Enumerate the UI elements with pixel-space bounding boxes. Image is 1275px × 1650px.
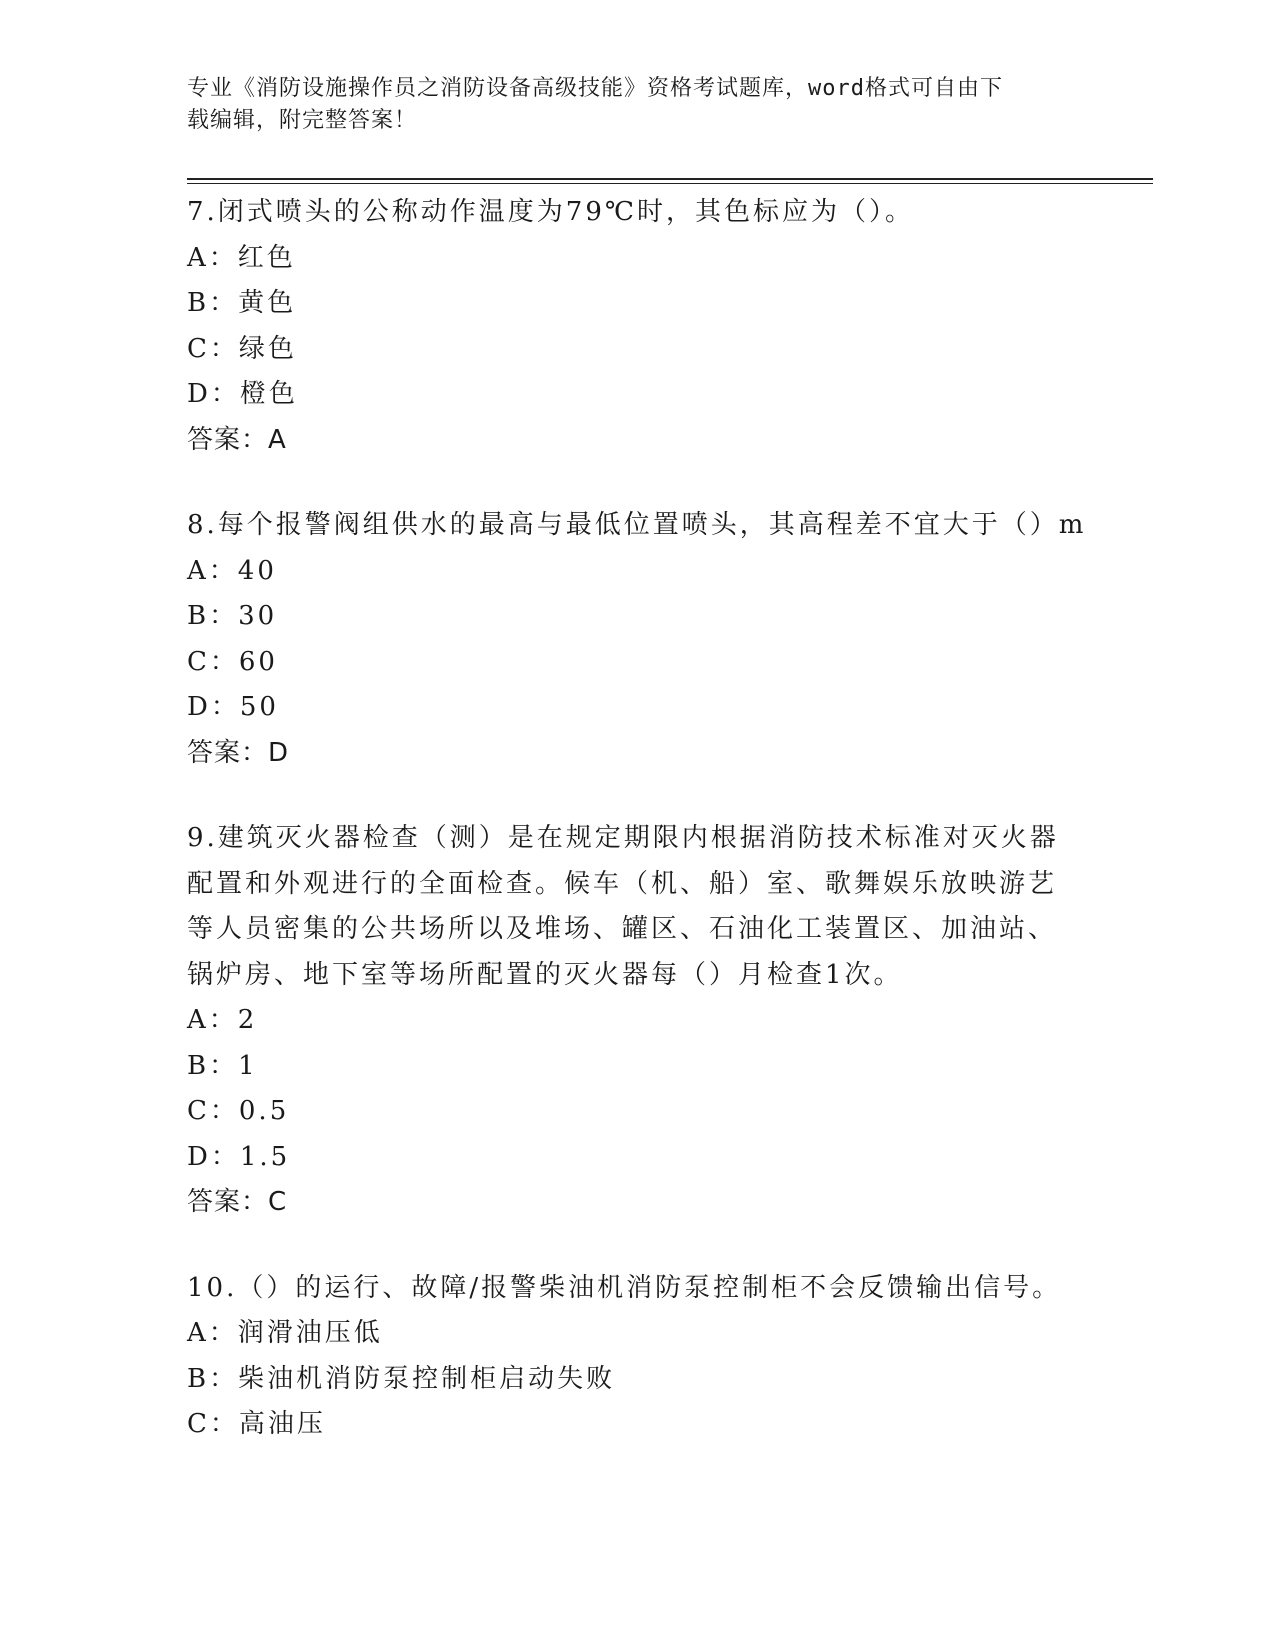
option-c: C：0.5 <box>187 1096 290 1126</box>
option-c: C：高油压 <box>187 1409 326 1439</box>
question-stem: 10.（）的运行、故障/报警柴油机消防泵控制柜不会反馈输出信号。 <box>187 1272 1062 1303</box>
option-b: B：黄色 <box>187 288 297 318</box>
header-divider-thick <box>187 178 1153 180</box>
option-a: A：红色 <box>187 242 296 273</box>
header-divider-thin <box>187 183 1153 184</box>
option-c: C：绿色 <box>187 333 297 364</box>
question-10 <box>187 1266 1087 1448</box>
option-a: A：40 <box>187 555 277 586</box>
question-9 <box>187 816 1087 1226</box>
option-b: B：1 <box>187 1050 258 1081</box>
question-stem-line: 锅炉房、地下室等场所配置的灭火器每（）月检查1次。 <box>187 959 903 990</box>
question-7 <box>187 190 1087 463</box>
option-c: C：60 <box>187 646 278 677</box>
option-b: B：柴油机消防泵控制柜启动失败 <box>187 1363 616 1394</box>
option-d: D：橙色 <box>187 379 298 409</box>
answer-key: 答案：C <box>187 1187 288 1217</box>
answer-key: 答案：A <box>187 424 287 455</box>
question-stem-line: 配置和外观进行的全面检查。候车（机、船）室、歌舞娱乐放映游艺 <box>187 868 1058 899</box>
question-8 <box>187 503 1087 776</box>
question-stem: 8.每个报警阀组供水的最高与最低位置喷头，其高程差不宜大于（）m <box>187 510 1087 540</box>
question-stem-line: 等人员密集的公共场所以及堆场、罐区、石油化工装置区、加油站、 <box>187 914 1058 944</box>
question-stem-line: 9.建筑灭火器检查（测）是在规定期限内根据消防技术标准对灭火器 <box>187 823 1059 853</box>
header-line-2: 载编辑，附完整答案！ <box>187 108 418 133</box>
question-list <box>187 190 1087 1488</box>
header-line-1: 专业《消防设施操作员之消防设备高级技能》资格考试题库，word格式可自由下 <box>187 76 1003 101</box>
question-stem: 7.闭式喷头的公称动作温度为79℃时，其色标应为（）。 <box>187 197 914 227</box>
document-header <box>187 73 1067 137</box>
option-d: D：1.5 <box>187 1141 291 1172</box>
option-a: A：2 <box>187 1005 258 1035</box>
option-a: A：润滑油压低 <box>187 1318 383 1348</box>
option-d: D：50 <box>187 692 279 722</box>
option-b: B：30 <box>187 601 278 631</box>
answer-key: 答案：D <box>187 737 290 768</box>
